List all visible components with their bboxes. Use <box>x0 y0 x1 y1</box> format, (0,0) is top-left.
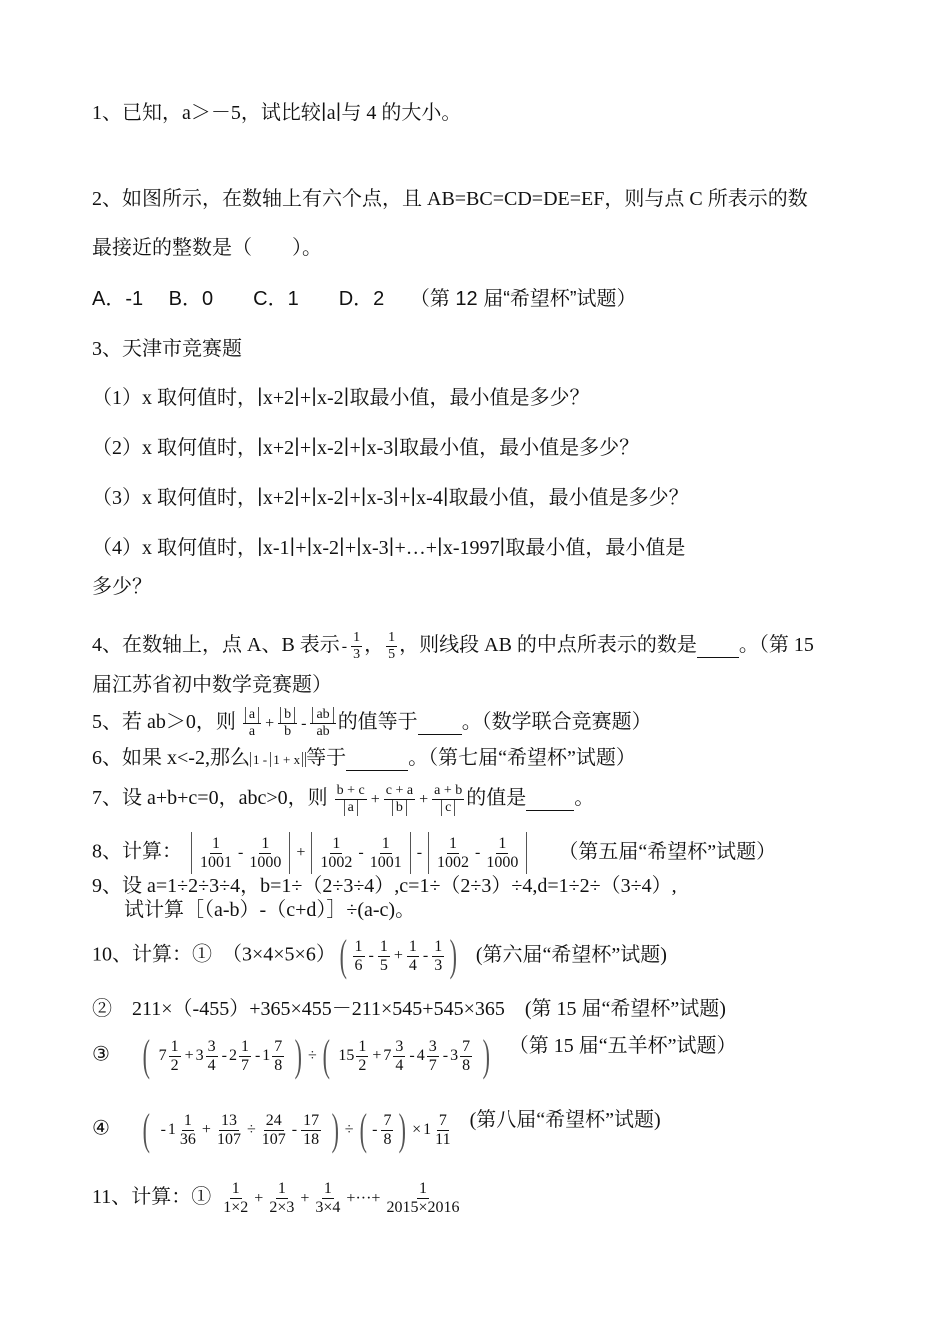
question-3-part-4-cont: 多少？ <box>92 576 152 598</box>
question-3-part-3: （3）x 取何值时，∣x+2∣+∣x-2∣+∣x-3∣+∣x-4∣取最小值，最小值是多少？ <box>92 487 689 509</box>
question-3-part-1: （1）x 取何值时，∣x+2∣+∣x-2∣取最小值，最小值是多少？ <box>92 387 590 409</box>
question-9-line-2: 试计算［（a-b）-（c+d）］÷(a-c)。 <box>124 899 416 921</box>
question-10-part-2: ② 211×（-455）+365×455－211×545+545×365 (第 15 届“希望杯”试题) <box>92 998 726 1020</box>
question-3-title: 3、天津市竞赛题 <box>92 338 242 360</box>
question-10-part-4: ④ ( - 1 $\frac{1}{36}$ + $\frac{13}{107}$ ÷ $\frac{24}{107}$ - $\frac{17}{18}$ ) ÷ ( - $\frac{7}{8}$ ) × 1 $\frac{7}{11}$ (第八届“希望杯”试题) <box>92 1105 661 1154</box>
question-10-part-3: ③ ( 7 $\frac{1}{2}$ + 3 $\frac{3}{4}$ - 2 $\frac{1}{7}$ - 1 $\frac{7}{8}$ ) ÷ ( 15 $\frac{1}{2}$ + 7 $\frac{3}{4}$ - 4 $\frac{3}{7}$ - 3 $\frac{7}{8}$ ) （第 15 届“五羊杯”试题） <box>92 1031 737 1080</box>
question-3-part-2: （2）x 取何值时，∣x+2∣+∣x-2∣+∣x-3∣取最小值，最小值是多少？ <box>92 437 640 459</box>
question-2-line-2: 最接近的整数是（ ）。 <box>92 237 322 259</box>
question-10-part-1: 10、计算：① （3×4×5×6）( $\frac{1}{6}$ - $\frac{1}{5}$ + $\frac{1}{4}$ - $\frac{1}{3}$ ) (第六届“希望杯”试题) <box>92 931 667 980</box>
question-6: 6、如果 x<-2,那么 1 - 1 + x 等于 。（第七届“希望杯”试题） <box>92 747 636 769</box>
question-5: 5、若 ab＞0，则 $\frac{a}{a}$ + $\frac{b}{b}$ - $\frac{ab}{ab}$ 的值等于 。（数学联合竞赛题） <box>92 707 652 739</box>
question-9-line-1: 9、设 a=1÷2÷3÷4，b=1÷（2÷3÷4）,c=1÷（2÷3）÷4,d=1÷2÷（3÷4）, <box>92 875 677 897</box>
question-2-options: A．-1 B．0 C．1 D．2 （第 12 届“希望杯”试题） <box>92 288 637 310</box>
question-2-line-1: 2、如图所示，在数轴上有六个点，且 AB=BC=CD=DE=EF，则与点 C 所表示的数 <box>92 188 808 210</box>
question-3-part-4: （4）x 取何值时，∣x-1∣+∣x-2∣+∣x-3∣+…+∣x-1997∣取最小值，最小值是 <box>92 537 686 559</box>
question-4-cont: 届江苏省初中数学竞赛题） <box>92 674 332 696</box>
question-11: 11、计算：① $\frac{1}{1\times 2}$ + $\frac{1}{2\times 3}$ + $\frac{1}{3\times 4}$ +···+ $\frac{1}{2015\times 2016}$ <box>92 1180 460 1216</box>
question-7: 7、设 a+b+c=0，abc>0，则 $\frac{b + c}{a}$ + $\frac{c + a}{b}$ + $\frac{a + b}{c}$ 的值是 。 <box>92 783 595 815</box>
question-1: 1、已知，a＞－5，试比较∣a∣与 4 的大小。 <box>92 102 462 124</box>
question-8: 8、计算： $\frac{1}{1001}$ - $\frac{1}{1000}$ + $\frac{1}{1002}$ - $\frac{1}{1001}$ - $\frac{1}{1002}$ - $\frac{1}{1000}$ （第五届“希望杯”试题） <box>92 832 776 874</box>
question-4: 4、在数轴上，点 A、B 表示 - $\frac{1}{3}$ ， $\frac{1}{5}$ ，则线段 AB 的中点所表示的数是 。（第 15 <box>92 630 814 662</box>
